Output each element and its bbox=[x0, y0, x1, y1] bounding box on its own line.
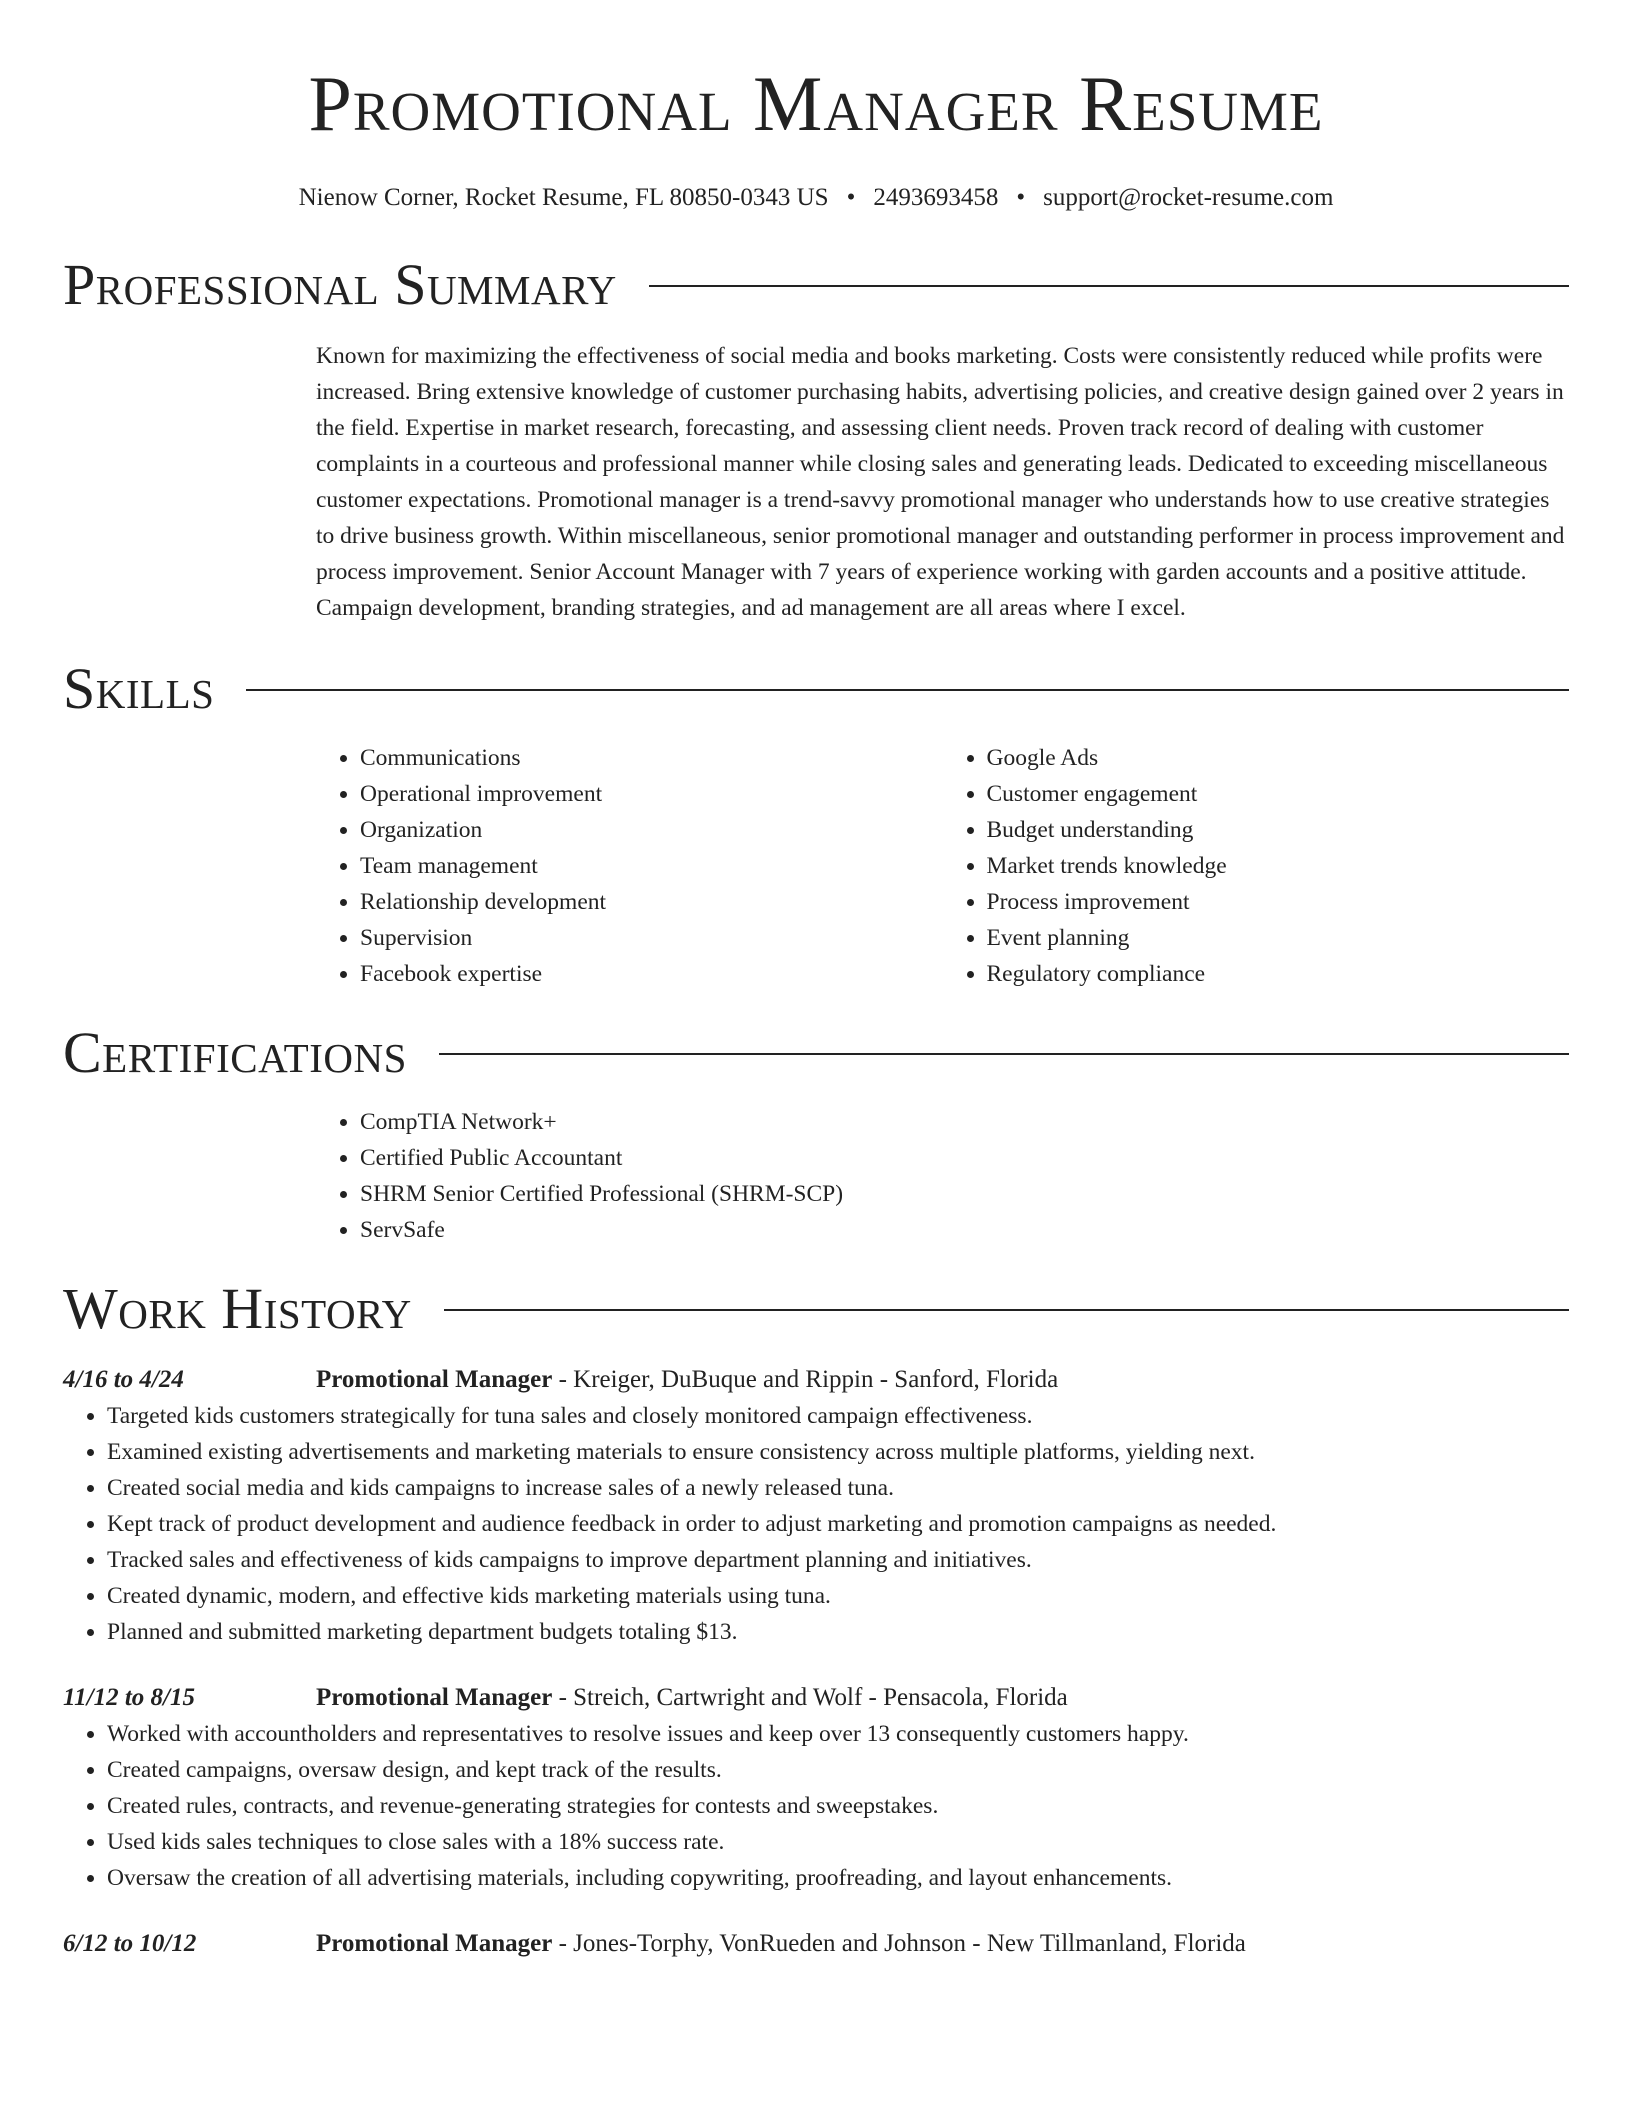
section-rule bbox=[439, 1053, 1569, 1055]
job-title-line bbox=[316, 1926, 1569, 1962]
skills-list-left bbox=[316, 740, 943, 992]
work-history-list bbox=[63, 1362, 1569, 1962]
job-dates: 4/16 to 4/24 bbox=[63, 1366, 184, 1393]
job-dates: 6/12 to 10/12 bbox=[63, 1930, 197, 1957]
list-item: • Certified Public Accountant bbox=[360, 1140, 1569, 1176]
resume-title: Promotional Manager Resume bbox=[308, 60, 1324, 147]
job-bullet: • Worked with accountholders and representatives to resolve issues and keep over 13 consequently customers happy. bbox=[107, 1716, 1569, 1752]
list-item: • Market trends knowledge bbox=[987, 848, 1570, 884]
list-item: • Process improvement bbox=[987, 884, 1570, 920]
certifications-section-header bbox=[63, 1020, 1569, 1086]
job-entry bbox=[63, 1362, 1569, 1650]
job-employer-location: - Streich, Cartwright and Wolf - Pensacola, Florida bbox=[552, 1684, 1068, 1711]
contact-line bbox=[63, 182, 1569, 214]
separator-dot: • bbox=[1016, 184, 1026, 211]
job-bullets bbox=[63, 1398, 1569, 1650]
job-bullet: • Created social media and kids campaigns to increase sales of a newly released tuna. bbox=[107, 1470, 1569, 1506]
list-item: • Team management bbox=[360, 848, 943, 884]
job-bullet: • Created rules, contracts, and revenue-generating strategies for contests and sweepstakes. bbox=[107, 1788, 1569, 1824]
job-title: Promotional Manager bbox=[316, 1366, 553, 1393]
section-rule bbox=[649, 285, 1569, 287]
section-rule bbox=[246, 689, 1569, 691]
list-item: • Regulatory compliance bbox=[987, 956, 1570, 992]
section-rule bbox=[444, 1309, 1569, 1311]
email: support@rocket-resume.com bbox=[1043, 184, 1334, 211]
job-title-line bbox=[316, 1680, 1569, 1716]
job-title-line bbox=[316, 1362, 1569, 1398]
list-item: • Organization bbox=[360, 812, 943, 848]
job-employer-location: - Jones-Torphy, VonRueden and Johnson - New Tillmanland, Florida bbox=[552, 1930, 1246, 1957]
job-bullet: • Examined existing advertisements and marketing materials to ensure consistency across multiple platforms, yielding next. bbox=[107, 1434, 1569, 1470]
job-bullet: • Planned and submitted marketing department budgets totaling $13. bbox=[107, 1614, 1569, 1650]
list-item: • Communications bbox=[360, 740, 943, 776]
skills-heading: Skills bbox=[63, 656, 215, 721]
address: Nienow Corner, Rocket Resume, FL 80850-0343 US bbox=[298, 184, 829, 211]
skills-list-right bbox=[943, 740, 1570, 992]
certifications-list bbox=[316, 1104, 1569, 1248]
list-item: • Supervision bbox=[360, 920, 943, 956]
job-employer-location: - Kreiger, DuBuque and Rippin - Sanford, Florida bbox=[552, 1366, 1059, 1393]
list-item: • Operational improvement bbox=[360, 776, 943, 812]
skills-section-header bbox=[63, 656, 1569, 722]
job-bullets bbox=[63, 1716, 1569, 1896]
job-bullet: • Oversaw the creation of all advertising materials, including copywriting, proofreading, and layout enhancements. bbox=[107, 1860, 1569, 1896]
list-item: • Google Ads bbox=[987, 740, 1570, 776]
summary-heading: Professional Summary bbox=[63, 252, 617, 317]
job-title: Promotional Manager bbox=[316, 1684, 553, 1711]
list-item: • Event planning bbox=[987, 920, 1570, 956]
job-header bbox=[63, 1362, 1569, 1398]
list-item: • SHRM Senior Certified Professional (SHRM-SCP) bbox=[360, 1176, 1569, 1212]
list-item: • CompTIA Network+ bbox=[360, 1104, 1569, 1140]
job-header bbox=[63, 1680, 1569, 1716]
job-title: Promotional Manager bbox=[316, 1930, 553, 1957]
job-bullet: • Used kids sales techniques to close sales with a 18% success rate. bbox=[107, 1824, 1569, 1860]
list-item: • Customer engagement bbox=[987, 776, 1570, 812]
list-item: • Budget understanding bbox=[987, 812, 1570, 848]
list-item: • ServSafe bbox=[360, 1212, 1569, 1248]
certifications-block bbox=[316, 1104, 1569, 1248]
job-header bbox=[63, 1926, 1569, 1962]
separator-dot: • bbox=[846, 184, 856, 211]
job-bullet: • Tracked sales and effectiveness of kids campaigns to improve department planning and initiatives. bbox=[107, 1542, 1569, 1578]
summary-text: Known for maximizing the effectiveness of social media and books marketing. Costs were consistently reduced while profits were increased. Bring extensive knowledge of customer purchasing habits, advertising policies, and creative design gained over 2 years in the field. Expertise in market research, forecasting, and assessing client needs. Proven track record of dealing with customer complaints in a courteous and professional manner while closing sales and generating leads. Dedicated to exceeding miscellaneous customer expectations. Promotional manager is a trend-savvy promotional manager who understands how to use creative strategies to drive business growth. Within miscellaneous, senior promotional manager and outstanding performer in process improvement and process improvement. Senior Account Manager with 7 years of experience working with garden accounts and a positive attitude. Campaign development, branding strategies, and ad management are all areas where I excel. bbox=[316, 343, 1565, 621]
job-entry bbox=[63, 1680, 1569, 1896]
job-bullet: • Created campaigns, oversaw design, and kept track of the results. bbox=[107, 1752, 1569, 1788]
job-bullet: • Created dynamic, modern, and effective kids marketing materials using tuna. bbox=[107, 1578, 1569, 1614]
job-bullet: • Kept track of product development and audience feedback in order to adjust marketing and promotion campaigns as needed. bbox=[107, 1506, 1569, 1542]
skills-grid bbox=[316, 740, 1569, 992]
certifications-heading: Certifications bbox=[63, 1020, 407, 1085]
list-item: • Facebook expertise bbox=[360, 956, 943, 992]
job-dates: 11/12 to 8/15 bbox=[63, 1684, 195, 1711]
list-item: • Relationship development bbox=[360, 884, 943, 920]
summary-section-header bbox=[63, 252, 1569, 318]
job-entry bbox=[63, 1926, 1569, 1962]
work-heading: Work History bbox=[63, 1276, 412, 1341]
job-bullet: • Targeted kids customers strategically for tuna sales and closely monitored campaign effectiveness. bbox=[107, 1398, 1569, 1434]
work-section-header bbox=[63, 1276, 1569, 1342]
phone: 2493693458 bbox=[873, 184, 999, 211]
